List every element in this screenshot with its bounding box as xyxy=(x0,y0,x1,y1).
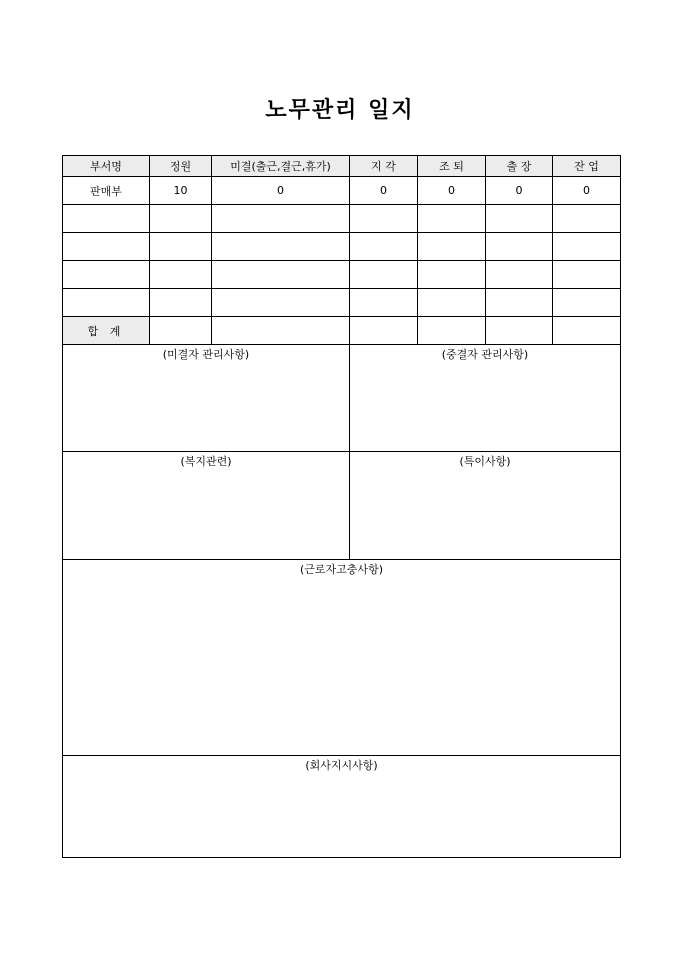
table-cell xyxy=(212,317,350,345)
total-label: 합 계 xyxy=(63,317,150,345)
table-cell xyxy=(63,261,150,289)
table-cell xyxy=(350,261,418,289)
table-cell xyxy=(486,205,553,233)
table-cell xyxy=(418,317,486,345)
table-cell xyxy=(486,261,553,289)
table-cell: 0 xyxy=(553,177,621,205)
company-instructions-section[interactable] xyxy=(63,756,621,858)
table-row xyxy=(63,233,621,261)
header-row xyxy=(63,156,621,177)
table-cell xyxy=(212,289,350,317)
column-header-quota: 정원 xyxy=(150,156,212,177)
table-cell: 0 xyxy=(212,177,350,205)
column-header-pending: 미결(출근,결근,휴가) xyxy=(212,156,350,177)
table-cell xyxy=(553,233,621,261)
table-cell xyxy=(486,289,553,317)
table-cell xyxy=(212,261,350,289)
table-cell xyxy=(486,317,553,345)
special-notes-section[interactable] xyxy=(350,452,621,560)
table-cell xyxy=(553,317,621,345)
table-cell xyxy=(63,289,150,317)
table-cell xyxy=(63,205,150,233)
grievance-section-row xyxy=(63,560,621,756)
table-row xyxy=(63,261,621,289)
table-cell: 0 xyxy=(486,177,553,205)
column-header-overtime: 잔 업 xyxy=(553,156,621,177)
section-label: (복지관련) xyxy=(180,455,232,468)
table-cell: 0 xyxy=(350,177,418,205)
table-cell xyxy=(418,261,486,289)
section-label: (특이사항) xyxy=(459,455,511,468)
column-header-late: 지 각 xyxy=(350,156,418,177)
table-cell xyxy=(150,205,212,233)
table-cell xyxy=(350,233,418,261)
column-header-early-leave: 조 퇴 xyxy=(418,156,486,177)
table-cell xyxy=(553,289,621,317)
page-title: 노무관리 일지 xyxy=(265,98,415,123)
table-cell xyxy=(150,233,212,261)
table-cell: 10 xyxy=(150,177,212,205)
table-cell xyxy=(553,261,621,289)
table-cell xyxy=(350,317,418,345)
section-label: (회사지시사항) xyxy=(305,759,378,772)
instructions-section-row xyxy=(63,756,621,858)
table-cell xyxy=(418,205,486,233)
welfare-section[interactable] xyxy=(63,452,350,560)
table-cell xyxy=(212,205,350,233)
table-cell: 0 xyxy=(418,177,486,205)
welfare-section-row xyxy=(63,452,621,560)
table-cell xyxy=(350,289,418,317)
worker-grievance-section[interactable] xyxy=(63,560,621,756)
section-label: (근로자고충사항) xyxy=(300,563,383,576)
mid-management-section[interactable] xyxy=(350,345,621,452)
table-row xyxy=(63,205,621,233)
pending-management-section[interactable] xyxy=(63,345,350,452)
table-cell xyxy=(212,233,350,261)
table-row xyxy=(63,177,621,205)
total-row xyxy=(63,317,621,345)
management-section-row xyxy=(63,345,621,452)
section-label: (중결자 관리사항) xyxy=(441,348,529,361)
table-cell xyxy=(553,205,621,233)
table-cell xyxy=(350,205,418,233)
table-cell xyxy=(63,233,150,261)
column-header-department: 부서명 xyxy=(63,156,150,177)
section-label: (미결자 관리사항) xyxy=(162,348,250,361)
table-cell xyxy=(150,289,212,317)
table-cell xyxy=(418,233,486,261)
table-cell xyxy=(150,317,212,345)
table-row xyxy=(63,289,621,317)
table-cell xyxy=(150,261,212,289)
table-cell: 판매부 xyxy=(63,177,150,205)
table-cell xyxy=(486,233,553,261)
labor-log-table xyxy=(62,155,621,858)
column-header-business-trip: 출 장 xyxy=(486,156,553,177)
table-cell xyxy=(418,289,486,317)
